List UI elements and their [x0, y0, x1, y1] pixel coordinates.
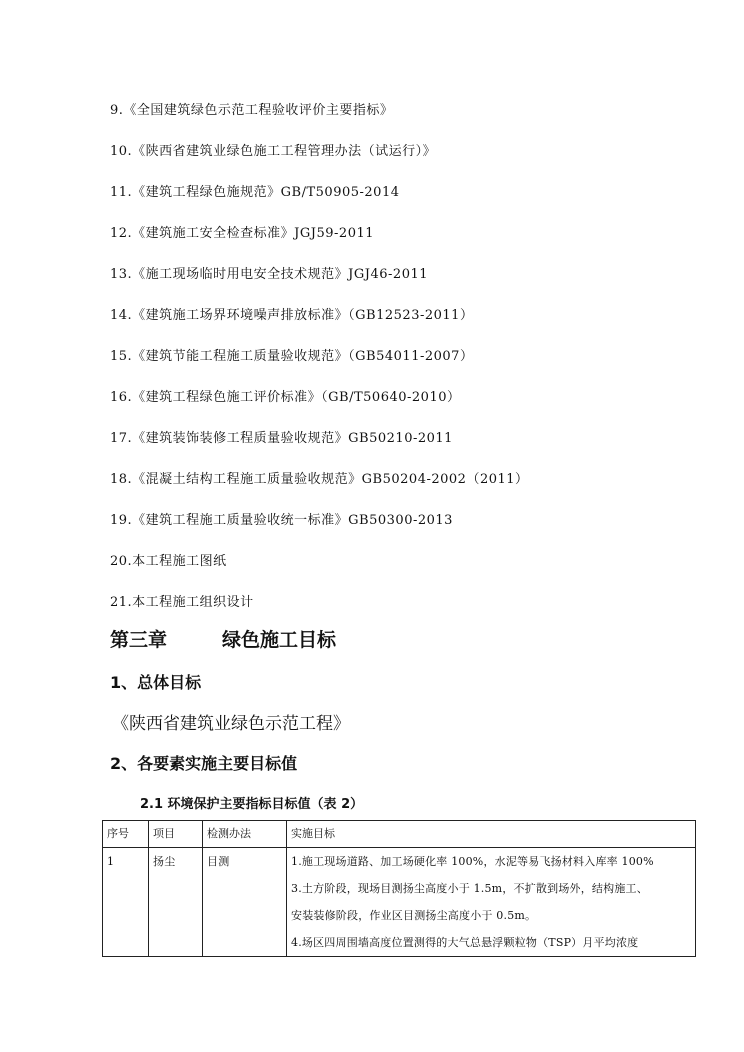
reference-item: 14.《建筑施工场界环境噪声排放标准》（GB12523-2011）	[110, 308, 474, 323]
table-header-cell: 实施目标	[287, 821, 696, 848]
section-heading: 1、总体目标	[110, 673, 202, 692]
row-item: 扬尘	[153, 855, 176, 868]
reference-item: 11.《建筑工程绿色施规范》GB/T50905-2014	[110, 185, 400, 200]
target-line: 4.场区四周围墙高度位置测得的大气总悬浮颗粒物（TSP）月平均浓度	[291, 936, 639, 949]
row-targets	[287, 848, 696, 957]
reference-item: 9.《全国建筑绿色示范工程验收评价主要指标》	[110, 103, 394, 118]
reference-item: 10.《陕西省建筑业绿色施工工程管理办法（试运行）》	[110, 144, 437, 159]
table-header-cell: 检测办法	[203, 821, 287, 848]
section-heading: 2、各要素实施主要目标值	[110, 754, 298, 773]
table-row	[103, 848, 696, 957]
target-line: 3.土方阶段，现场目测扬尘高度小于 1.5m，不扩散到场外，结构施工、	[291, 882, 648, 895]
overall-goal-text: 《陕西省建筑业绿色示范工程》	[112, 714, 350, 734]
chapter-number: 第三章	[110, 629, 168, 651]
reference-item: 17.《建筑装饰装修工程质量验收规范》GB50210-2011	[110, 431, 453, 446]
target-line: 1.施工现场道路、加工场硬化率 100%，水泥等易飞扬材料入库率 100%	[291, 855, 654, 868]
subsection-heading: 2.1 环境保护主要指标目标值（表 2）	[140, 797, 364, 812]
reference-item: 21.本工程施工组织设计	[110, 595, 254, 610]
row-method: 目测	[207, 855, 230, 868]
target-line: 安装装修阶段，作业区目测扬尘高度小于 0.5m。	[291, 909, 537, 922]
reference-item: 16.《建筑工程绿色施工评价标准》（GB/T50640-2010）	[110, 390, 461, 405]
row-number: 1	[107, 855, 115, 868]
environment-targets-table	[102, 820, 696, 957]
table-header-cell: 序号	[103, 821, 149, 848]
chapter-title: 绿色施工目标	[222, 629, 337, 651]
reference-item: 15.《建筑节能工程施工质量验收规范》（GB54011-2007）	[110, 349, 474, 364]
reference-item: 19.《建筑工程施工质量验收统一标准》GB50300-2013	[110, 513, 453, 528]
chapter-heading	[110, 625, 336, 652]
reference-item: 18.《混凝土结构工程施工质量验收规范》GB50204-2002（2011）	[110, 472, 529, 487]
table-header-row	[103, 821, 696, 848]
table-header-cell: 项目	[149, 821, 203, 848]
reference-item: 20.本工程施工图纸	[110, 554, 227, 569]
reference-item: 12.《建筑施工安全检查标准》JGJ59-2011	[110, 226, 375, 241]
reference-item: 13.《施工现场临时用电安全技术规范》JGJ46-2011	[110, 267, 429, 282]
